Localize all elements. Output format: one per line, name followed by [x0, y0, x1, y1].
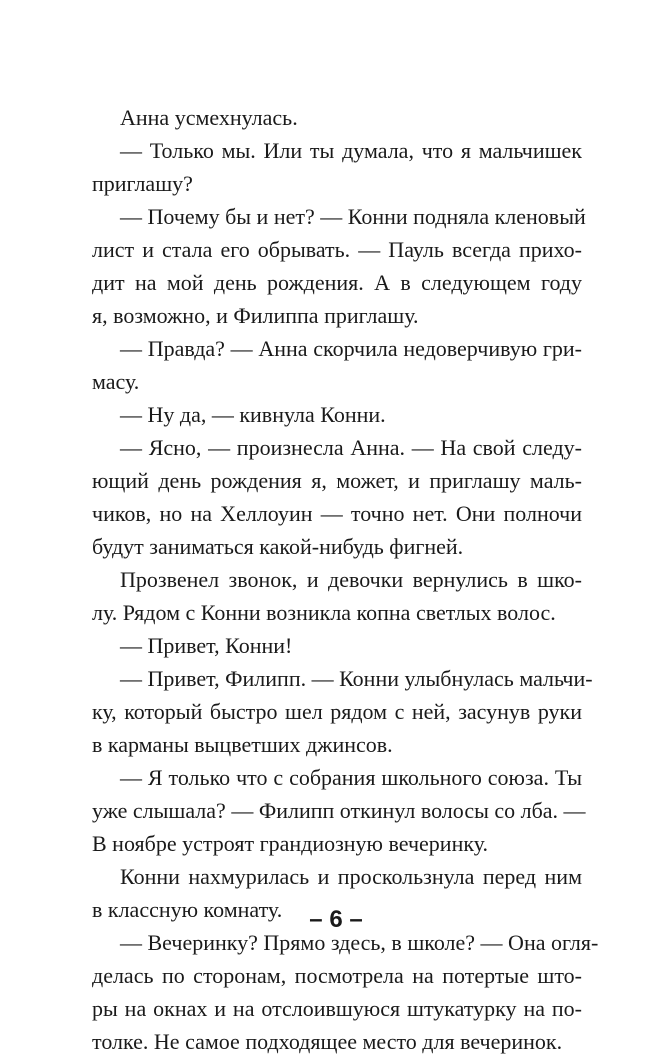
text-line: ку, который быстро шел рядом с ней, засунув руки	[92, 699, 582, 724]
text-line: я, возможно, и Филиппа приглашу.	[92, 303, 419, 328]
text-line: — Правда? — Анна скорчила недоверчивую гри-	[120, 336, 582, 361]
text-line: делась по сторонам, посмотрела на потертые што-	[92, 963, 582, 988]
text-line: толке. Не самое подходящее место для вечеринок.	[92, 1029, 563, 1054]
text-line: Конни нахмурилась и проскользнула перед ним	[120, 864, 582, 889]
text-line: В ноябре устроят грандиозную вечеринку.	[92, 831, 489, 856]
text-line: чиков, но на Хеллоуин — точно нет. Они полночи	[92, 501, 582, 526]
text-line: Анна усмехнулась.	[120, 105, 298, 130]
text-line: — Привет, Конни!	[120, 633, 293, 658]
text-line: будут заниматься какой-нибудь фигней.	[92, 534, 464, 559]
text-line: — Ну да, — кивнула Конни.	[120, 402, 386, 427]
text-line: в классную комнату.	[92, 897, 283, 922]
text-line: — Почему бы и нет? — Конни подняла кленовый	[120, 204, 586, 229]
text-line: масу.	[92, 369, 140, 394]
text-line: — Привет, Филипп. — Конни улыбнулась мальчи-	[120, 666, 593, 691]
text-line: дит на мой день рождения. А в следующем году	[92, 270, 582, 295]
text-line: уже слышала? — Филипп откинул волосы со лба. —	[92, 798, 586, 823]
text-line: лист и стала его обрывать. — Пауль всегда прихо-	[92, 237, 582, 262]
text-line: — Только мы. Или ты думала, что я мальчишек	[120, 138, 582, 163]
text-line: лу. Рядом с Конни возникла копна светлых волос.	[92, 600, 556, 625]
text-line: ры на окнах и на отслоившуюся штукатурку на по-	[92, 996, 582, 1021]
text-line: в карманы выцветших джинсов.	[92, 732, 393, 757]
text-line: — Ясно, — произнесла Анна. — На свой следу-	[120, 435, 582, 460]
text-line: — Вечеринку? Прямо здесь, в школе? — Она огля-	[120, 930, 599, 955]
text-line: — Я только что с собрания школьного союза. Ты	[120, 765, 582, 790]
page-number: – 6 –	[309, 906, 363, 933]
text-line: ющий день рождения я, может, и приглашу маль-	[92, 468, 582, 493]
text-line: Прозвенел звонок, и девочки вернулись в шко-	[120, 567, 582, 592]
text-line: приглашу?	[92, 171, 193, 196]
